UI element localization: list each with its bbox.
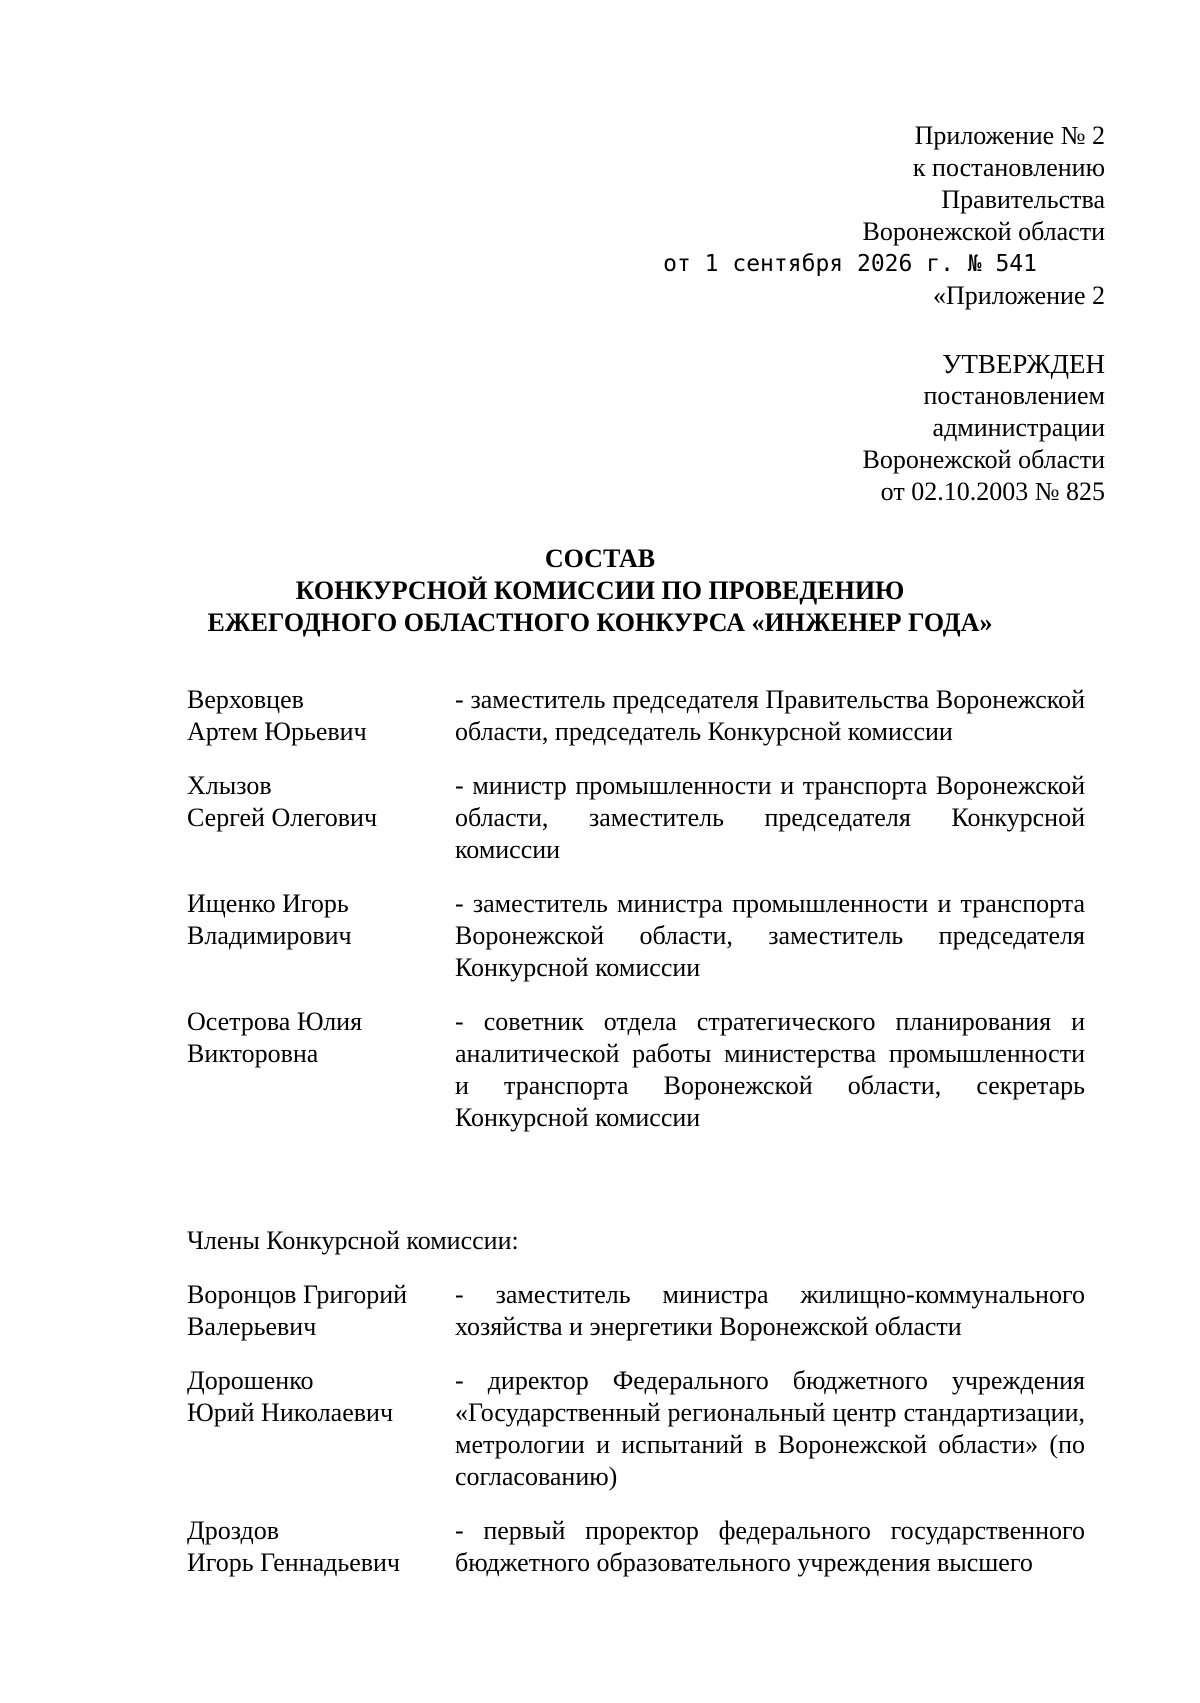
resolution-date-stamp: от 1 сентября 2026 г. № 541 [663, 251, 1037, 277]
member-position: - министр промышленности и транспорта Воронежской области, заместитель председателя Конкурсной комиссии [455, 771, 1085, 864]
document-title [0, 543, 1200, 639]
list-item [187, 684, 1087, 748]
member-position: - первый проректор федерального государственного бюджетного образовательного учреждения высшего [455, 1516, 1085, 1577]
title-line-3: ЕЖЕГОДНОГО ОБЛАСТНОГО КОНКУРСА «ИНЖЕНЕР ГОДА» [207, 608, 993, 637]
appendix-line-1: Приложение № 2 [914, 121, 1105, 150]
given-names: Игорь Геннадьевич [187, 1548, 401, 1577]
title-line-1: СОСТАВ [544, 544, 656, 573]
member-name [187, 1279, 455, 1343]
surname: Хлызов [187, 771, 272, 800]
member-name [187, 770, 455, 834]
given-names: Сергей Олегович [187, 803, 378, 832]
leadership-list [187, 684, 1087, 1134]
members-list [187, 1279, 1087, 1579]
list-item [187, 1279, 1087, 1343]
members-heading: Члены Конкурсной комиссии: [187, 1226, 519, 1255]
approval-block [863, 348, 1105, 508]
member-position: - директор Федерального бюджетного учреждения «Государственный региональный центр стандартизации, метрологии и испытаний в Воронежской области» (по согласованию) [455, 1366, 1085, 1491]
given-names: Викторовна [187, 1039, 319, 1068]
member-name [187, 888, 455, 952]
approval-line-5: от 02.10.2003 № 825 [880, 477, 1105, 506]
appendix-line-6: «Приложение 2 [932, 281, 1105, 310]
member-position: - заместитель председателя Правительства Воронежской области, председатель Конкурсной комиссии [455, 685, 1085, 746]
member-position: - советник отдела стратегического планирования и аналитической работы министерства промышленности и транспорта Воронежской области, секретарь Конкурсной комиссии [455, 1007, 1085, 1132]
member-position: - заместитель министра жилищно-коммунального хозяйства и энергетики Воронежской области [455, 1280, 1085, 1341]
member-name [187, 1365, 455, 1429]
list-item [187, 888, 1087, 984]
member-name [187, 684, 455, 748]
given-names: Валерьевич [187, 1312, 317, 1341]
surname: Ищенко Игорь [187, 889, 349, 918]
list-item [187, 1365, 1087, 1493]
appendix-header [663, 120, 1105, 312]
given-names: Юрий Николаевич [187, 1398, 394, 1427]
appendix-line-2: к постановлению [912, 153, 1105, 182]
approval-line-2: постановлением [923, 381, 1105, 410]
list-item [187, 1006, 1087, 1134]
title-line-2: КОНКУРСНОЙ КОМИССИИ ПО ПРОВЕДЕНИЮ [295, 576, 905, 605]
surname: Осетрова Юлия [187, 1007, 363, 1036]
member-name [187, 1006, 455, 1070]
surname: Дроздов [187, 1516, 280, 1545]
appendix-line-4: Воронежской области [862, 217, 1105, 246]
approval-line-4: Воронежской области [862, 445, 1105, 474]
given-names: Владимирович [187, 921, 352, 950]
approval-line-1: УТВЕРЖДЕН [942, 349, 1105, 379]
member-name [187, 1515, 455, 1579]
surname: Воронцов Григорий [187, 1280, 408, 1309]
approval-line-3: администрации [932, 413, 1105, 442]
surname: Дорошенко [187, 1366, 314, 1395]
surname: Верховцев [187, 685, 304, 714]
list-item [187, 1515, 1087, 1579]
appendix-line-3: Правительства [941, 185, 1105, 214]
given-names: Артем Юрьевич [187, 717, 367, 746]
list-item [187, 770, 1087, 866]
member-position: - заместитель министра промышленности и транспорта Воронежской области, заместитель председателя Конкурсной комиссии [455, 889, 1085, 982]
